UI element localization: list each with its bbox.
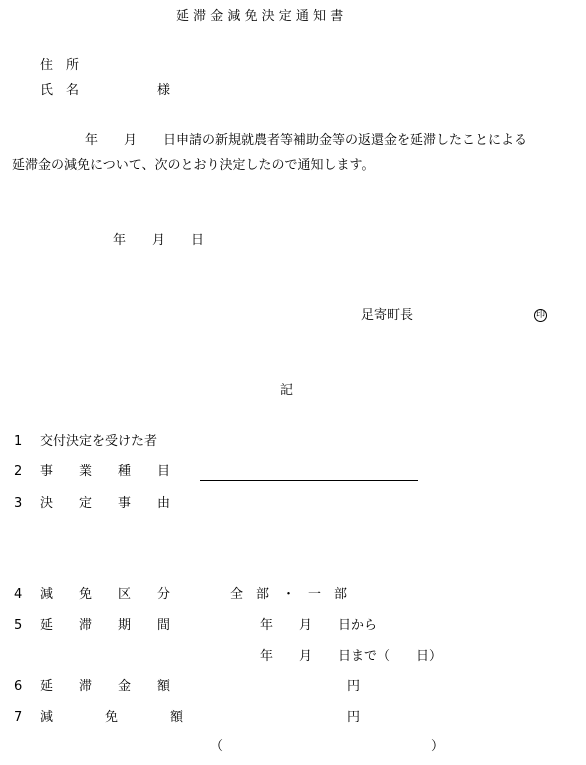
item-label-exemption-amount: 減 免 額 <box>40 710 184 725</box>
item-label-reason: 決 定 事 由 <box>40 496 171 511</box>
item-label-recipient: 交付決定を受けた者 <box>40 434 158 449</box>
item-label-project-type: 事 業 種 目 <box>40 464 171 479</box>
item-label-delinquency-period: 延 滞 期 間 <box>40 618 171 633</box>
seal-mark: 印 <box>535 310 545 320</box>
item-number: 6 <box>14 679 23 694</box>
project-type-blank-line <box>200 480 418 481</box>
issue-date: 年 月 日 <box>113 233 205 248</box>
item-number: 7 <box>14 710 23 725</box>
item-number: 3 <box>14 496 23 511</box>
item-label-exemption-class: 減 免 区 分 <box>40 587 171 602</box>
item-label-delinquency-amount: 延 滞 金 額 <box>40 679 171 694</box>
item-number: 5 <box>14 618 23 633</box>
paren-close: ） <box>431 739 445 754</box>
exemption-class-value: 全 部 ・ 一 部 <box>230 587 348 602</box>
item-number: 4 <box>14 587 23 602</box>
paren-open: （ <box>210 739 224 754</box>
document-title: 延 滞 金 減 免 決 定 通 知 書 <box>176 9 344 24</box>
honorific-sama: 様 <box>157 83 171 98</box>
ki-heading: 記 <box>280 383 294 398</box>
period-from: 年 月 日から <box>260 618 378 633</box>
body-text-line2: 延滞金の減免について、次のとおり決定したので通知します。 <box>12 158 375 173</box>
yen-unit: 円 <box>347 710 361 725</box>
issuer-name: 足寄町長 <box>361 308 414 323</box>
item-number: 1 <box>14 434 23 449</box>
yen-unit: 円 <box>347 679 361 694</box>
body-text-line1: 年 月 日申請の新規就農者等補助金等の返還金を延滞したことによる <box>85 133 528 148</box>
address-label: 住 所 <box>40 58 80 73</box>
name-label: 氏 名 <box>40 83 80 98</box>
period-to: 年 月 日まで（ 日） <box>260 649 443 664</box>
item-number: 2 <box>14 464 23 479</box>
